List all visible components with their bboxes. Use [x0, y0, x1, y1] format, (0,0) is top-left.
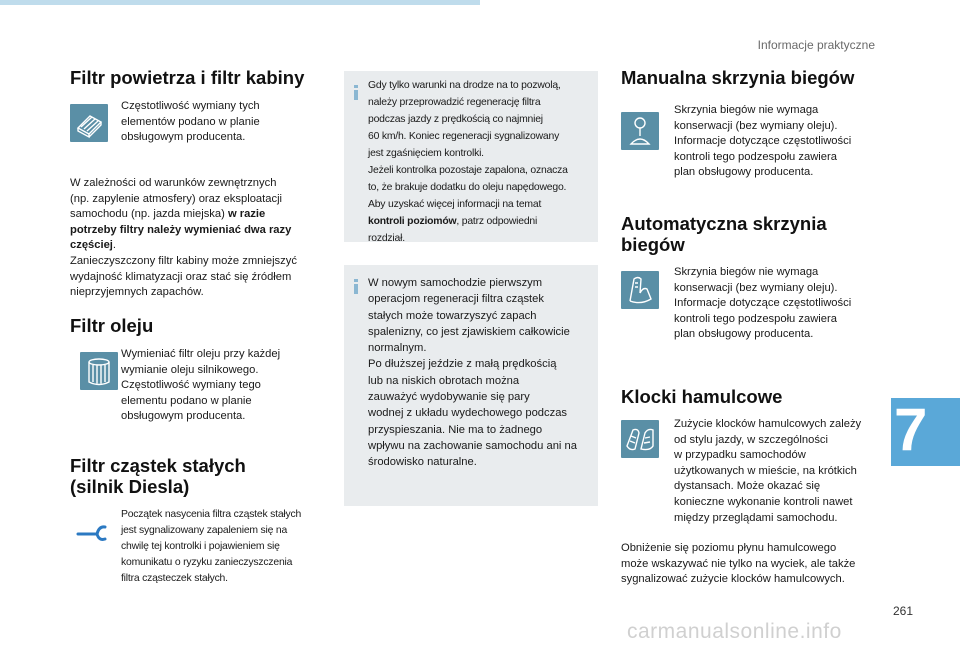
regeneration-note: [344, 71, 598, 242]
air-filter-title: Filtr powietrza i filtr kabiny: [70, 67, 305, 88]
section-header: Informacje praktyczne: [757, 38, 875, 52]
page-number: 261: [893, 604, 914, 618]
info-icon: [354, 85, 358, 100]
info-icon: [354, 279, 358, 294]
automatic-gearbox-title: Automatyczna skrzynia biegów: [621, 213, 827, 255]
dpf-title: Filtr cząstek stałych (silnik Diesla): [70, 455, 246, 497]
brake-pads-text: Zużycie klocków hamulcowych zależy od stylu jazdy, w szczególności w przypadku samochodów użytkowanych w mieście, na krótkich dystansach. Może okazać się konieczne wykonanie kontroli nawet między przeglądami samochodu.: [674, 418, 862, 524]
wrench-warning-icon: [75, 520, 107, 542]
automatic-gearbox-icon: [621, 271, 659, 309]
oil-filter-icon: [80, 352, 118, 390]
oil-filter-title: Filtr oleju: [70, 315, 154, 336]
oil-filter-text: Wymieniać filtr oleju przy każdej wymianie oleju silnikowego. Częstotliwość wymiany tego elementu podano w planie obsługowym producenta.: [121, 348, 281, 423]
dpf-text: Początek nasycenia filtra cząstek stałych jest sygnalizowany zapaleniem się na chwilę tej kontrolki i pojawieniem się komunikatu o ryzyku zanieczyszczenia filtra cząsteczek stałych.: [121, 509, 302, 584]
air-filter-intro: Częstotliwość wymiany tych elementów podano w planie obsługowym producenta.: [121, 100, 260, 144]
brake-pads-title: Klocki hamulcowe: [621, 386, 783, 407]
chapter-number: 7: [894, 396, 928, 463]
new-vehicle-note-text: W nowym samochodzie pierwszym operacjom regeneracji filtra cząstek stałych może towarzyszyć zapach spalenizny, co jest zjawiskiem całkowicie normalnym. Po dłuższej jeździe z małą prędkością lub na niskich obrotach można zauważyć wydobywanie się pary wodnej z układu wydechowego podczas przyspieszania. Nie ma to żadnego wpływu na zachowanie samochodu ani na środowisko naturalne.: [368, 277, 577, 469]
air-filter-paragraph: W zależności od warunków zewnętrznych (np. zapylenie atmosfery) oraz eksploatacji samochodu (np. jazda miejska) w razie potrzeby filtry należy wymieniać dwa razy częściej. Zanieczyszczony filtr kabiny może zmniejszyć wydajność klimatyzacji oraz stać się źródłem nieprzyjemnych zapachów.: [70, 177, 297, 299]
watermark: carmanualsonline.info: [627, 620, 842, 643]
air-filter-icon: [70, 104, 108, 142]
manual-gearbox-icon: [621, 112, 659, 150]
manual-gearbox-title: Manualna skrzynia biegów: [621, 67, 855, 88]
brake-fluid-paragraph: Obniżenie się poziomu płynu hamulcowego może wskazywać nie tylko na wyciek, ale także sygnalizować zużycie klocków hamulcowych.: [621, 542, 856, 586]
new-vehicle-note: [344, 265, 598, 506]
manual-gearbox-text: Skrzynia biegów nie wymaga konserwacji (bez wymiany oleju). Informacje dotyczące częstotliwości kontroli tego podzespołu zawiera plan obsługowy producenta.: [674, 104, 852, 179]
automatic-gearbox-text: Skrzynia biegów nie wymaga konserwacji (bez wymiany oleju). Informacje dotyczące częstotliwości kontroli tego podzespołu zawiera plan obsługowy producenta.: [674, 266, 852, 341]
brake-pads-icon: [621, 420, 659, 458]
top-accent-bar: [0, 0, 480, 5]
regeneration-note-text: Gdy tylko warunki na drodze na to pozwolą, należy przeprowadzić regenerację filtra podczas jazdy z prędkością co najmniej 60 km/h. Koniec regeneracji sygnalizowany jest zgaśnięciem kontrolki. Jeżeli kontrolka pozostaje zapalona, oznacza to, że brakuje dodatku do oleju napędowego. Aby uzyskać więcej informacji na temat kontroli poziomów, patrz odpowiedni rozdział.: [368, 80, 568, 244]
